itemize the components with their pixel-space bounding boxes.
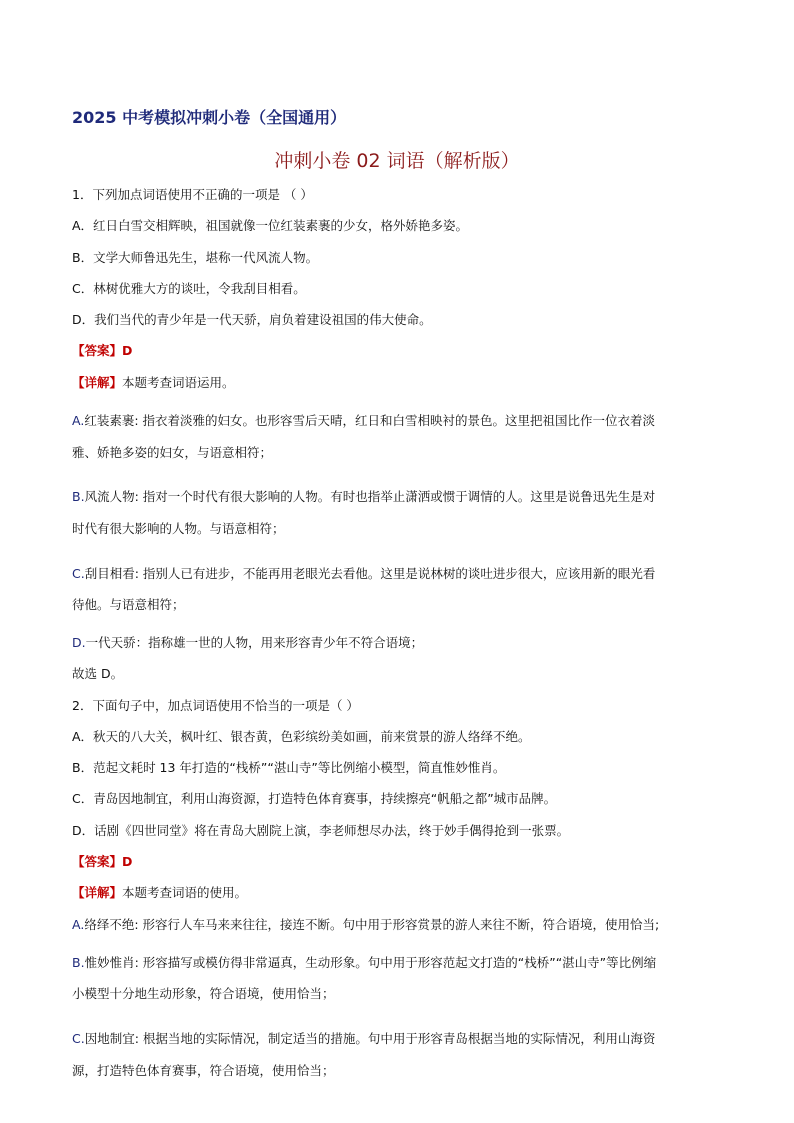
explanation-line: 一代天骄：指称雄一世的人物，用来形容青少年不符合语境； <box>85 634 424 650</box>
detail-intro: 本题考查词语运用。 <box>122 374 235 390</box>
document-body <box>72 186 722 1100</box>
page-title: 冲刺小卷 02 词语（解析版） <box>274 150 520 172</box>
explanation-letter: B. <box>72 489 85 505</box>
q1-explanation-b <box>72 481 722 544</box>
q1-answer <box>72 342 722 360</box>
detail-tag: 【详解】 <box>72 374 123 390</box>
detail-intro: 本题考查词语的使用。 <box>122 885 248 901</box>
q1-detail <box>72 374 722 392</box>
q1-explanation-a <box>72 405 722 468</box>
explanation-line: 待他。与语意相符； <box>72 597 185 613</box>
q1-option-c: C．林树优雅大方的谈吐，令我刮目相看。 <box>72 280 306 296</box>
explanation-line: 源，打造特色体育赛事，符合语境，使用恰当； <box>72 1062 335 1078</box>
q2-explanation-a <box>72 916 722 934</box>
explanation-letter: D. <box>72 634 86 650</box>
q1-option-a: A．红日白雪交相辉映，祖国就像一位红装素裹的少女，格外娇艳多姿。 <box>72 218 469 234</box>
q1-conclusion: 故选 D。 <box>72 666 124 682</box>
detail-tag: 【详解】 <box>72 885 123 901</box>
explanation-line: 小模型十分地生动形象，符合语境，使用恰当； <box>72 986 335 1002</box>
answer-value: D <box>122 343 133 359</box>
q1-explanation-c <box>72 558 722 621</box>
answer-value: D <box>122 854 133 870</box>
series-title: 2025 中考模拟冲刺小卷（全国通用） <box>72 108 347 127</box>
explanation-letter: A. <box>72 413 85 429</box>
q2-option-a: A．秋天的八大关，枫叶红、银杏黄，色彩缤纷美如画，前来赏景的游人络绎不绝。 <box>72 728 531 744</box>
q2-explanation-b <box>72 947 722 1010</box>
explanation-letter: C. <box>72 1031 85 1047</box>
explanation-line: 风流人物: 指对一个时代有很大影响的人物。有时也指举止潇洒或惯于调情的人。这里是说鲁迅先生是对 <box>84 489 656 505</box>
explanation-letter: A. <box>72 916 85 932</box>
explanation-letter: B. <box>72 954 85 970</box>
q2-option-b: B．范起文耗时 13 年打造的“栈桥”“湛山寺”等比例缩小模型，简直惟妙惟肖。 <box>72 760 506 776</box>
question-2-stem: 2．下面句子中，加点词语使用不恰当的一项是（ ） <box>72 697 359 713</box>
q2-answer <box>72 853 722 871</box>
explanation-line: 惟妙惟肖: 形容描写或模仿得非常逼真，生动形象。句中用于形容范起文打造的“栈桥”“湛山寺”等比例缩 <box>84 954 657 970</box>
q2-option-d: D．话剧《四世同堂》将在青岛大剧院上演，李老师想尽办法，终于妙手偶得抢到一张票。 <box>72 822 570 838</box>
answer-tag: 【答案】 <box>72 343 123 359</box>
explanation-line: 刮目相看: 指别人已有进步，不能再用老眼光去看他。这里是说林树的谈吐进步很大，应该用新的眼光看 <box>84 565 656 581</box>
q1-option-d: D．我们当代的青少年是一代天骄，肩负着建设祖国的伟大使命。 <box>72 312 432 328</box>
answer-tag: 【答案】 <box>72 854 123 870</box>
question-1-stem: 1．下列加点词语使用不正确的一项是 （ ） <box>72 187 313 202</box>
explanation-letter: C. <box>72 565 85 581</box>
explanation-line: 络绎不绝: 形容行人车马来来往往，接连不断。句中用于形容赏景的游人来往不断，符合语境，使用恰当; <box>84 916 660 932</box>
explanation-line: 雅、娇艳多姿的妇女，与语意相符； <box>72 444 273 460</box>
explanation-line: 时代有很大影响的人物。与语意相符； <box>72 520 285 536</box>
explanation-line: 因地制宜: 根据当地的实际情况，制定适当的措施。句中用于形容青岛根据当地的实际情况，利用山海资 <box>84 1031 656 1047</box>
q1-option-b: B．文学大师鲁迅先生，堪称一代风流人物。 <box>72 249 319 265</box>
q2-explanation-c <box>72 1023 722 1086</box>
q2-detail <box>72 884 722 902</box>
q1-explanation-d <box>72 634 722 652</box>
explanation-line: 红装素裹: 指衣着淡雅的妇女。也形容雪后天晴，红日和白雪相映衬的景色。这里把祖国比作一位衣着淡 <box>84 413 655 429</box>
q2-option-c: C．青岛因地制宜，利用山海资源，打造特色体育赛事，持续擦亮“帆船之都”城市品牌。 <box>72 791 557 807</box>
